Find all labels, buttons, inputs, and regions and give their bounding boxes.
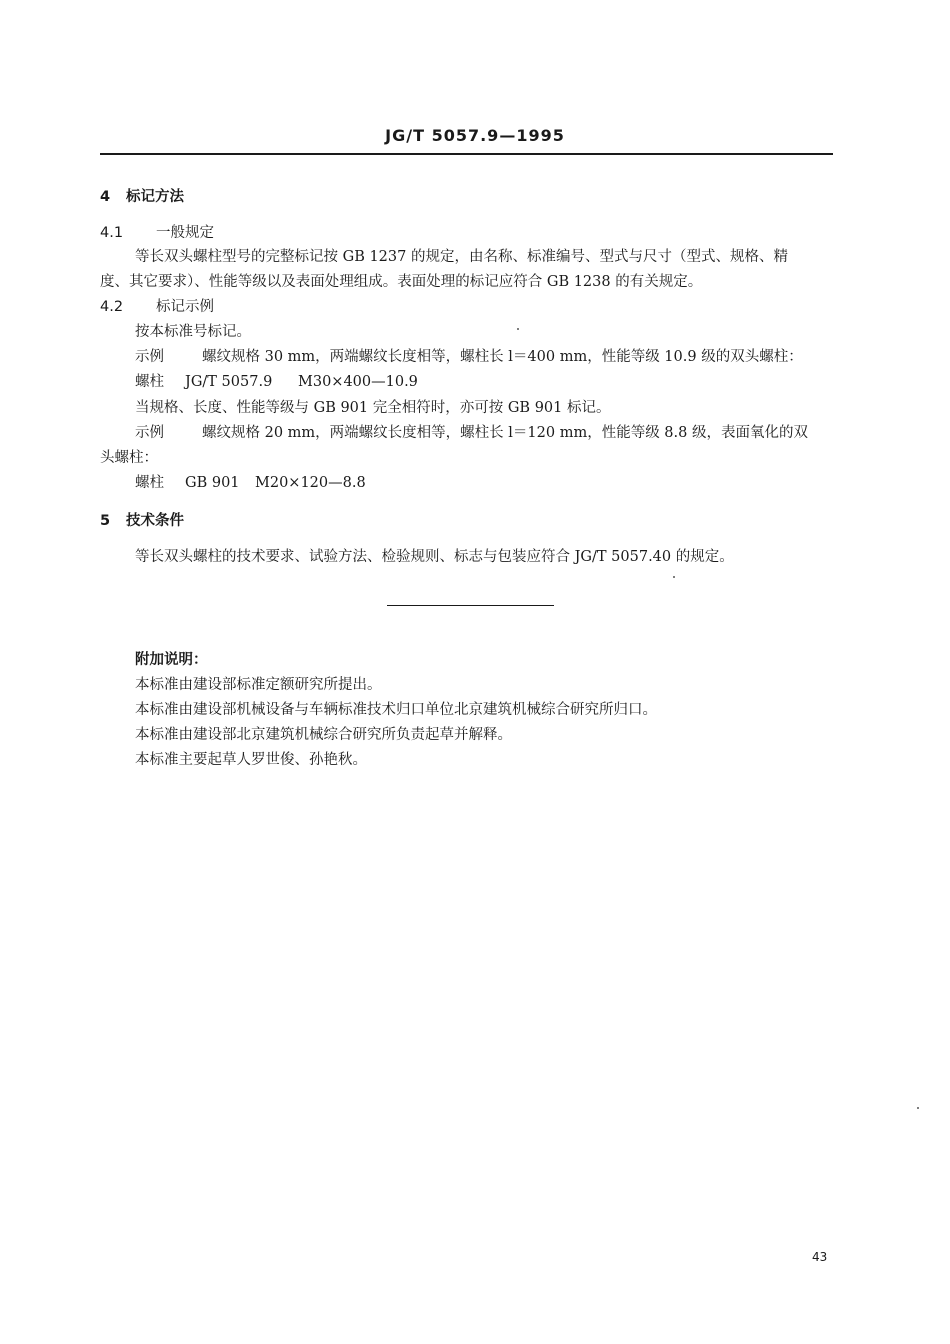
example-2-line-2: 头螺柱： <box>100 450 158 466</box>
appendix-title: 附加说明： <box>135 652 208 668</box>
section-5-number: 5 <box>100 513 111 529</box>
section-5-title: 技术条件 <box>126 513 184 529</box>
appendix-line-1: 本标准由建设部标准定额研究所提出。 <box>135 677 382 693</box>
marking-1-standard: JG/T 5057.9 <box>185 374 273 390</box>
section-4-number: 4 <box>100 189 111 205</box>
marking-1 <box>135 373 418 391</box>
section-4-heading <box>100 188 184 206</box>
example-2-label: 示例 <box>135 425 164 441</box>
example-2-text: 螺纹规格 20 mm，两端螺纹长度相等，螺柱长 l＝120 mm，性能等级 8.8 级，表面氧化的双 <box>202 425 808 441</box>
section-4-1-title: 一般规定 <box>156 225 214 241</box>
section-4-1-number: 4.1 <box>100 225 124 241</box>
section-4-2-title: 标记示例 <box>156 299 214 315</box>
marking-1-name: 螺柱 <box>135 374 164 390</box>
end-of-text-rule <box>387 605 554 606</box>
marking-2-standard: GB 901 <box>185 475 240 491</box>
marking-2 <box>135 474 366 492</box>
section-4-title: 标记方法 <box>126 189 184 205</box>
alternative-marking-text: 当规格、长度、性能等级与 GB 901 完全相符时，亦可按 GB 901 标记。 <box>135 400 611 416</box>
section-4-1-paragraph-line-1: 等长双头螺柱型号的完整标记按 GB 1237 的规定，由名称、标准编号、型式与尺寸（型式、规格、精 <box>135 249 788 265</box>
appendix-line-2: 本标准由建设部机械设备与车辆标准技术归口单位北京建筑机械综合研究所归口。 <box>135 702 657 718</box>
marking-2-name: 螺柱 <box>135 475 164 491</box>
section-5-paragraph: 等长双头螺柱的技术要求、试验方法、检验规则、标志与包装应符合 JG/T 5057.40 的规定。 <box>135 549 734 565</box>
example-1-label: 示例 <box>135 349 164 365</box>
scan-speck <box>917 1107 919 1109</box>
appendix-line-3: 本标准由建设部北京建筑机械综合研究所负责起草并解释。 <box>135 727 512 743</box>
page-number: 43 <box>812 1250 828 1264</box>
section-4-1-heading <box>100 224 214 242</box>
page-header-standard-code: JG/T 5057.9—1995 <box>385 126 565 145</box>
example-1-text: 螺纹规格 30 mm，两端螺纹长度相等，螺柱长 l＝400 mm，性能等级 10.9 级的双头螺柱： <box>202 349 803 365</box>
section-5-heading <box>100 512 184 530</box>
example-2-line-1 <box>135 424 808 442</box>
scan-speck <box>673 576 675 578</box>
section-4-2-number: 4.2 <box>100 299 124 315</box>
marking-2-spec: M20×120—8.8 <box>255 475 366 491</box>
example-1 <box>135 348 803 366</box>
header-rule <box>100 153 833 155</box>
marking-1-spec: M30×400—10.9 <box>298 374 418 390</box>
section-4-2-intro: 按本标准号标记。 <box>135 324 251 340</box>
section-4-1-paragraph-line-2: 度、其它要求）、性能等级以及表面处理组成。表面处理的标记应符合 GB 1238 的有关规定。 <box>100 274 703 290</box>
appendix-line-4: 本标准主要起草人罗世俊、孙艳秋。 <box>135 752 367 768</box>
section-4-2-heading <box>100 298 214 316</box>
scan-speck <box>517 328 519 330</box>
